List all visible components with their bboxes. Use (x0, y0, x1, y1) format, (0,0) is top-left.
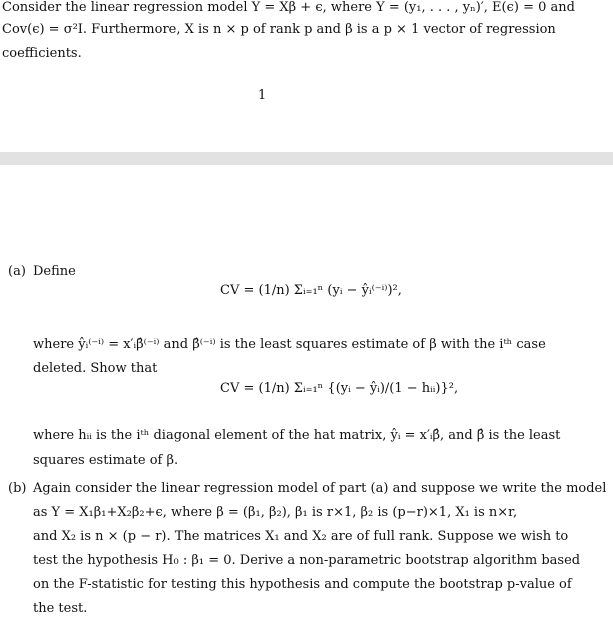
part-b-line-2: as Y = X₁β₁+X₂β₂+ϵ, where β = (β₁, β₂), β₁ is r×1, β₂ is (p−r)×1, X₁ is n×r, (33, 505, 518, 520)
part-a-text-3: deleted. Show that (33, 361, 158, 376)
intro-line-2: Cov(ϵ) = σ²I. Furthermore, X is n × p of rank p and β is a p × 1 vector of regression (2, 22, 556, 37)
part-a-define: Define (33, 264, 76, 279)
cv-shortcut-equation: CV = (1/n) Σᵢ₌₁ⁿ {(yᵢ − ŷᵢ)/(1 − hᵢᵢ)}², (220, 381, 459, 396)
intro-line-1: Consider the linear regression model Y = Xβ + ϵ, where Y = (y₁, . . . , yₙ)′, E(ϵ) = 0 and (2, 0, 575, 15)
page-divider (0, 152, 613, 165)
intro-line-3: coefficients. (2, 46, 82, 61)
cv-definition-equation: CV = (1/n) Σᵢ₌₁ⁿ (yᵢ − ŷᵢ⁽⁻ⁱ⁾)², (220, 283, 402, 298)
part-b-line-4: test the hypothesis H₀ : β₁ = 0. Derive a non-parametric bootstrap algorithm based (33, 553, 581, 568)
part-b-line-6: the test. (33, 601, 88, 616)
part-a-label: (a) (8, 264, 26, 279)
part-b-line-1: Again consider the linear regression model of part (a) and suppose we write the model (33, 481, 607, 496)
page-number: 1 (258, 88, 267, 103)
part-a-text-4: where hᵢᵢ is the iᵗʰ diagonal element of the hat matrix, ŷᵢ = x′ᵢβ̂, and β̂ is the least (33, 428, 561, 443)
part-b-line-3: and X₂ is n × (p − r). The matrices X₁ and X₂ are of full rank. Suppose we wish to (33, 529, 569, 544)
part-a-text-5: squares estimate of β. (33, 453, 179, 468)
part-b-line-5: on the F-statistic for testing this hypothesis and compute the bootstrap p-value of (33, 577, 572, 592)
part-a-text-2: where ŷᵢ⁽⁻ⁱ⁾ = x′ᵢβ̂⁽⁻ⁱ⁾ and β̂⁽⁻ⁱ⁾ is the least squares estimate of β with the iᵗʰ case (33, 337, 546, 352)
part-b-label: (b) (8, 481, 27, 496)
